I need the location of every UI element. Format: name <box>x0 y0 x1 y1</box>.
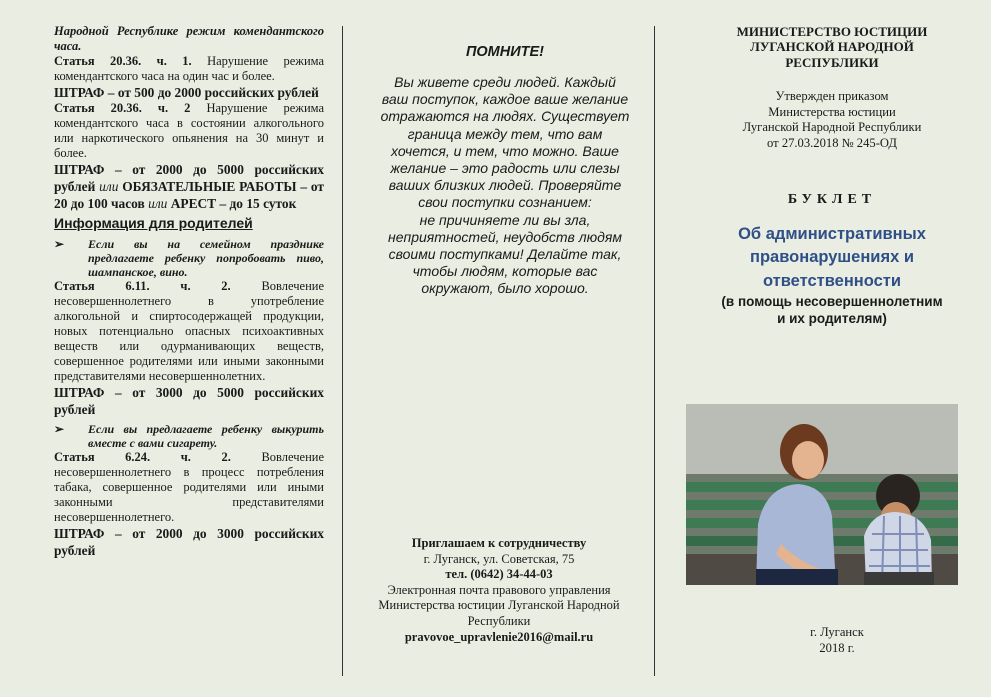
officer-and-child-photo <box>686 404 958 585</box>
text-line: ваших близких людей. Проверяйте <box>388 177 622 194</box>
fine-1: ШТРАФ – от 500 до 2000 российских рублей <box>54 85 319 100</box>
article-text: Нарушение режима комендантского часа на один час и более. <box>54 54 325 83</box>
column-divider <box>654 26 655 676</box>
article-text: Вовлечение несовершеннолетнего в процесс потребления табака, совершенное родителями или иными законными представителями несовершеннолетнего. <box>54 450 324 524</box>
email-caption: Республики <box>467 613 531 628</box>
city: г. Луганск <box>810 625 864 639</box>
fine-2 <box>54 161 324 212</box>
ministry-line: ЛУГАНСКОЙ НАРОДНОЙ <box>750 39 914 55</box>
title-line: правонарушениях и <box>750 248 914 267</box>
ministry-line: РЕСПУБЛИКИ <box>785 54 879 70</box>
text-line: желание – это радость или слезы <box>390 160 620 177</box>
ministry-line: МИНИСТЕРСТВО ЮСТИЦИИ <box>736 24 928 39</box>
arrow-bullet-icon: ➢ <box>54 422 65 436</box>
article-head: Статья 6.11. ч. 2. <box>54 279 231 293</box>
article-head: Статья 20.36. ч. 2 <box>54 101 191 115</box>
article-head: Статья 20.36. ч. 1. <box>54 54 192 68</box>
column-divider <box>342 26 343 676</box>
address: г. Луганск, ул. Советская, 75 <box>423 551 575 566</box>
text-line: не причиняете ли вы зла, <box>419 211 591 228</box>
text-line: свои поступки сознанием: <box>418 194 592 211</box>
article-text: Нарушение режима комендантского часа в состоянии алкогольного или наркотического опьянения на 30 минут и более. <box>54 101 325 160</box>
bullet-text: Если вы на семейном празднике предлагаете ребенку попробовать пиво, шампанское, вино. <box>88 237 324 279</box>
approval-line: от 27.03.2018 № 245-ОД <box>767 136 897 150</box>
remember-heading: ПОМНИТЕ! <box>465 44 545 60</box>
email-caption: Электронная почта правового управления <box>387 582 611 597</box>
ministry-name <box>685 24 979 70</box>
column-left <box>0 0 338 697</box>
approval-note <box>685 89 979 151</box>
coop-title: Приглашаем к сотрудничеству <box>411 536 587 550</box>
text-line: граница между тем, что вам <box>407 125 603 142</box>
bullet-tobacco <box>54 422 324 450</box>
text-line: окружают, было хорошо. <box>421 280 589 297</box>
title-line: ответственности <box>762 271 902 290</box>
email-caption: Министерства юстиции Луганской Народной <box>378 598 620 613</box>
arrow-bullet-icon: ➢ <box>54 237 65 251</box>
subtitle-line: (в помощь несовершеннолетним <box>721 294 943 310</box>
article-6-11-2 <box>54 279 324 384</box>
article-text: Вовлечение несовершеннолетнего в употребление алкогольной и спиртосодержащей продукции, новых потенциально опасных психоактивных веществ или одурманивающих веществ, совершенное родителями или иными законными представителями несовершеннолетних. <box>54 279 324 383</box>
bullet-text: Если вы предлагаете ребенку выкурить вместе с вами сигарету. <box>88 422 324 450</box>
email-link[interactable]: pravovoe_upravlenie2016@mail.ru <box>404 629 594 644</box>
title-line: Об административных <box>738 224 926 243</box>
column-right <box>657 0 991 697</box>
fine-3: ШТРАФ – от 3000 до 5000 российских рублей <box>54 385 324 417</box>
fine-2-a: ШТРАФ – от 2000 до 5000 российских рублей <box>54 162 324 194</box>
article-20-36-1 <box>54 54 324 84</box>
booklet-subtitle <box>685 293 979 327</box>
text-line: неприятностей, неудобств людям <box>388 228 622 245</box>
cover-photo <box>686 404 958 585</box>
article-head: Статья 6.24. ч. 2. <box>54 450 231 464</box>
fine-or: или <box>99 179 119 194</box>
text-line: ваш поступок, каждое ваше желание <box>381 91 629 108</box>
bullet-alcohol <box>54 237 324 279</box>
article-6-24-2 <box>54 450 324 525</box>
fine-2-b: ОБЯЗАТЕЛЬНЫЕ РАБОТЫ – от 20 до 100 часов <box>54 179 324 211</box>
text-line: отражаются на людях. Существует <box>380 108 630 125</box>
info-heading: Информация для родителей <box>54 215 253 231</box>
phone: тел. (0642) 34-44-03 <box>445 567 553 582</box>
remember-text <box>371 74 639 298</box>
fine-4: ШТРАФ – от 2000 до 3000 российских рублей <box>54 526 324 558</box>
intro-text: Народной Республике режим комендантского часа. <box>54 24 324 53</box>
text-line: Вы живете среди людей. Каждый <box>394 74 616 90</box>
contact-block <box>345 536 653 645</box>
approval-line: Министерства юстиции <box>768 104 896 119</box>
booklet-label: БУКЛЕТ <box>787 191 877 207</box>
fine-or: или <box>148 196 168 211</box>
text-line: хочется, и тем, что можно. Ваше <box>391 142 619 159</box>
text-line: чтобы людям, которые вас <box>412 263 598 280</box>
article-20-36-2 <box>54 101 324 161</box>
year: 2018 г. <box>819 640 855 655</box>
column-middle <box>345 0 653 697</box>
approval-line: Луганской Народной Республики <box>742 120 922 135</box>
place-and-year <box>657 625 991 656</box>
approval-line: Утвержден приказом <box>775 89 889 104</box>
text-line: своими поступками! Делайте так, <box>388 246 622 263</box>
subtitle-line: и их родителям) <box>777 311 887 327</box>
booklet-title <box>685 223 979 294</box>
fine-2-c: АРЕСТ – до 15 суток <box>170 196 297 211</box>
